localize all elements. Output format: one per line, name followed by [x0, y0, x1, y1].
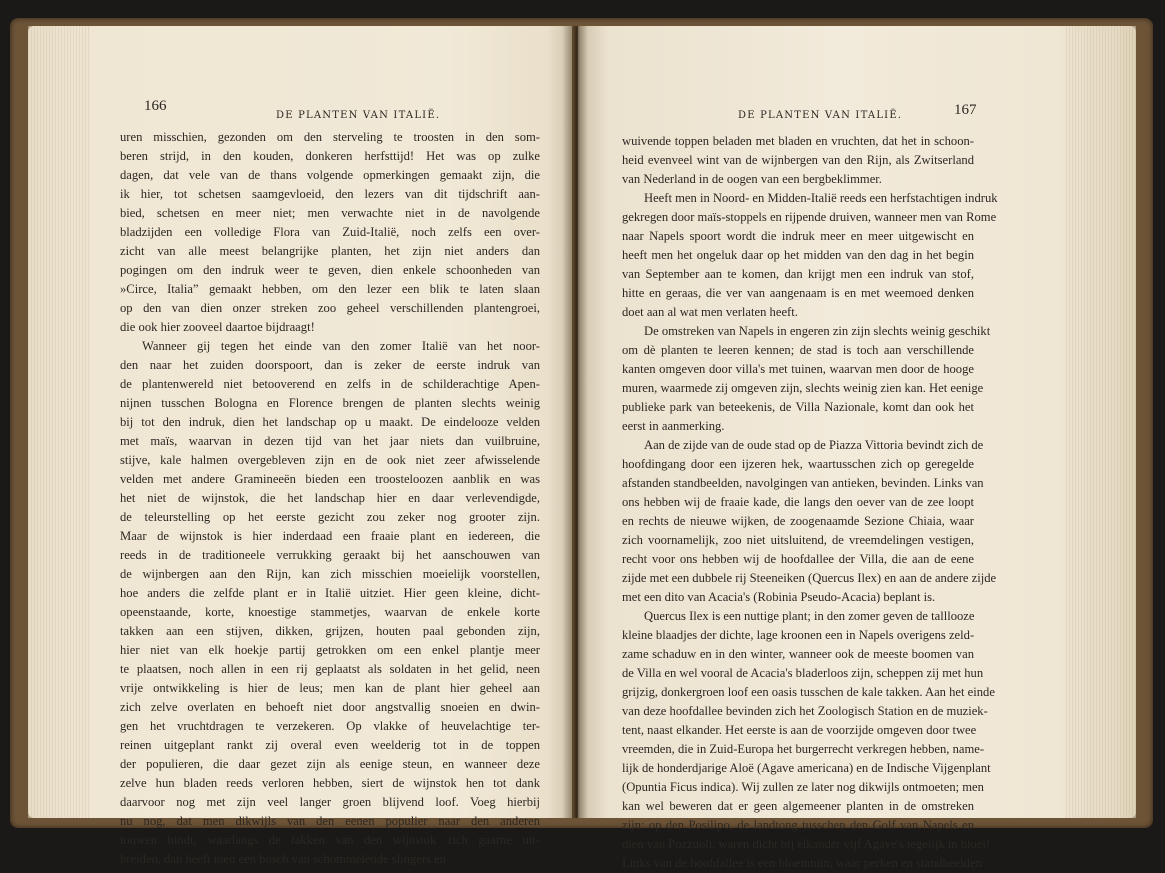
text-line: hoe anders die zelfde plant er in Italië uitziet. Hier geen kleine, dicht-: [120, 586, 540, 600]
text-line: vreemden, die in Zuid-Europa het burgerrecht verkregen hebben, name-: [622, 742, 985, 756]
text-line: Quercus Ilex is een nuttige plant; in den zomer geven de talllooze: [644, 609, 975, 623]
text-line: zelve hun bladen reeds verloren hebben, siert de wijnstok hen tot dank: [120, 776, 540, 790]
text-line: te plaatsen, noch allen in een rij geplaatst als soldaten in het gelid, neen: [120, 662, 540, 676]
text-line: bladzijden een volledige Flora van Zuid-Italië, noch zelfs een over-: [120, 225, 540, 239]
text-line: hoofdingang door een ijzeren hek, waartusschen zich op geregelde: [622, 457, 974, 471]
text-line: de plantenwereld niet betooverend en zelfs in de schilderachtige Apen-: [120, 377, 540, 391]
text-line: heid evenveel wint van de wijnbergen van den Rijn, als Zwitserland: [622, 153, 974, 167]
text-line: afstanden standbeelden, navolgingen van antieken, bevinden. Links van: [622, 476, 984, 490]
text-line: naar Napels spoort wordt die indruk meer en meer uitgewischt en: [622, 229, 974, 243]
text-line: beren strijd, in den kouden, donkeren herfsttijd! Het was op zulke: [120, 149, 540, 163]
text-line: den naar het zuiden doorspoort, dan is zeker de eerste indruk van: [120, 358, 540, 372]
text-line: ik hier, tot schetsen saamgevloeid, den lezers van dit tijdschrift aan-: [120, 187, 540, 201]
text-line: zijn: op den Posilipo, de landtong tusschen den Golf van Napels en: [622, 818, 974, 832]
text-line: daarvoor nog met zijn veel langer groen blijvend loof. Voeg hierbij: [120, 795, 540, 809]
text-line: zich voornamelijk, zoo niet uitsluitend, de vreemdelingen vestigen,: [622, 533, 974, 547]
text-line: bied, schetsen en meer niet; men verwachte niet in de navolgende: [120, 206, 540, 220]
text-line: Aan de zijde van de oude stad op de Piazza Vittoria bevindt zich de: [644, 438, 984, 452]
text-line: gen het vruchtdragen te verzekeren. Op vlakke of heuvelachtige ter-: [120, 719, 540, 733]
text-line: takken aan een stijven, dikken, grijzen, houten paal gebonden zijn,: [120, 624, 540, 638]
text-line: zijde met een dubbele rij Steeneiken (Quercus Ilex) en aan de andere zijde: [622, 571, 997, 585]
text-line: die ook hier zooveel daartoe bijdraagt!: [120, 320, 315, 334]
text-line: recht voor ons hebben wij de hoofdallee der Villa, die aan de eene: [622, 552, 974, 566]
text-line: hitte en geraas, die ver van aangenaam is en met weemoed denken: [622, 286, 974, 300]
text-line: touwen bindt, waarlangs de takken van den wijnstok zich gaarne uit-: [120, 833, 540, 847]
left-body-text: [120, 128, 540, 869]
text-line: pogingen om den indruk weer te geven, dien enkele schoonheden van: [120, 263, 540, 277]
text-line: grijzig, donkergroen loof een oasis tusschen de kale takken. Aan het einde: [622, 685, 995, 699]
text-line: opeenstaande, korte, knoestige stammetjes, waarvan de enkele korte: [120, 605, 540, 619]
text-line: tent, naast elkander. Het eerste is aan de voorzijde omgeven door twee: [622, 723, 977, 737]
text-line: Wanneer gij tegen het einde van den zomer Italië van het noor-: [142, 339, 540, 353]
text-line: reeds in de traditioneele verrukking geraakt bij het aanschouwen van: [120, 548, 540, 562]
text-line: »Circe, Italia” gemaakt hebben, om den lezer een blik te laten slaan: [120, 282, 540, 296]
text-line: publieke park van beteekenis, de Villa Nazionale, komt dan ook het: [622, 400, 974, 414]
text-line: Links van de hoofdallee is een bloemtuin, waar perken en standbeelden: [622, 856, 982, 870]
text-line: kanten omgeven door villa's met tuinen, waarvan men door de hooge: [622, 362, 974, 376]
text-line: dien van Pozzuoli, waren dicht bij elkander vijf Agave's tegelijk in bloei!: [622, 837, 991, 851]
text-line: van September aan te komen, dan krijgt men een indruk van stof,: [622, 267, 974, 281]
text-line: vrije ontwikkeling is hier de leus; men kan de plant hier geheel aan: [120, 681, 540, 695]
text-line: om dè planten te leeren kennen; de stad is toch aan verschillende: [622, 343, 974, 357]
right-body-text: [622, 132, 998, 873]
text-line: ons hebben wij de fraaie kade, die langs den oever van de zee loopt: [622, 495, 974, 509]
text-line: van Nederland in de oogen van een bergbeklimmer.: [622, 172, 882, 186]
text-line: de wijnbergen aan den Rijn, kan zich misschien moeielijk voorstellen,: [120, 567, 540, 581]
text-line: van deze hoofdallee bevinden zich het Zoologisch Station en de muziek-: [622, 704, 988, 718]
left-page-edge: [28, 26, 90, 818]
text-line: breiden, dan heeft men een bosch van schommelende slingers en: [120, 852, 446, 866]
text-line: kleine blaadjes der dichte, lage kroonen een in Napels overigens zeld-: [622, 628, 975, 642]
text-line: nijnen tusschen Bologna en Florence brengen de planten slechts weinig: [120, 396, 540, 410]
text-line: kan wel beweren dat er geen algemeener planten in de omstreken: [622, 799, 974, 813]
text-line: heeft men het ongeluk daar op het midden van den dag in het begin: [622, 248, 974, 262]
text-line: reinen uitgeplant rankt zij overal even weelderig tot in de toppen: [120, 738, 540, 752]
text-line: het niet de wijnstok, die het landschap hier en daar verlevendigde,: [120, 491, 540, 505]
text-line: (Opuntia Ficus indica). Wij zullen ze later nog dikwijls ontmoeten; men: [622, 780, 984, 794]
text-line: muren, waarmede zij omgeven zijn, slechts weinig zien kan. Het eenige: [622, 381, 984, 395]
text-line: eerst in aanmerking.: [622, 419, 725, 433]
right-page: [578, 26, 1136, 870]
text-line: stijve, kale halmen overgebleven zijn en de ook niet zeer afwisselende: [120, 453, 540, 467]
text-line: doet aan al wat men verlaten heeft.: [622, 305, 798, 319]
text-line: der populieren, die daar gezet zijn als eenige steun, en wanneer deze: [120, 757, 540, 771]
text-line: de teleurstelling op het eerste gezicht zou zeker nog grooter zijn.: [120, 510, 540, 524]
text-line: op den van dien onzer streken zoo geheel verschillenden plantengroei,: [120, 301, 540, 315]
text-line: velden met andere Gramineeën bieden een troosteloozen aanblik en was: [120, 472, 540, 486]
text-line: zicht van alle meest belangrijke planten, het zijn niet anders dan: [120, 244, 540, 258]
text-line: Heeft men in Noord- en Midden-Italië reeds een herfstachtigen indruk: [644, 191, 998, 205]
text-line: zame schaduw en in den winter, wanneer ook de meeste boomen van: [622, 647, 974, 661]
text-line: gekregen door maïs-stoppels en rijpende druiven, wanneer men van Rome: [622, 210, 997, 224]
text-line: de Villa en wel vooral de Acacia's bladerloos zijn, scheppen zij met hun: [622, 666, 984, 680]
text-line: bij tot den indruk, dien het landschap op u maakt. De eindelooze velden: [120, 415, 540, 429]
text-line: met een dito van Acacia's (Robinia Pseudo-Acacia) beplant is.: [622, 590, 936, 604]
right-page-edge: [1066, 26, 1136, 818]
text-line: Maar de wijnstok is hier inderdaad een fraaie plant en iedereen, die: [120, 529, 540, 543]
text-line: wuivende toppen beladen met bladen en vruchten, dat het in schoon-: [622, 134, 974, 148]
text-line: nu nog, dat men dikwijls van den eenen populier naar den anderen: [120, 814, 540, 828]
text-line: hier niet van elk hoekje partij getrokken om een enkel plantje meer: [120, 643, 540, 657]
left-page-number: 166: [144, 98, 167, 114]
text-line: met maïs, waarvan in dezen tijd van het jaar niets dan vuilbruine,: [120, 434, 540, 448]
left-page: [28, 26, 572, 866]
right-running-header: DE PLANTEN VAN ITALIË.: [738, 110, 903, 121]
text-line: lijk de honderdjarige Aloë (Agave americana) en de Indische Vijgenplant: [622, 761, 991, 775]
book-gutter: [562, 26, 588, 818]
text-line: en rechts de nieuwe wijken, de zoogenaamde Sezione Chiaia, waar: [622, 514, 974, 528]
text-line: De omstreken van Napels in engeren zin zijn slechts weinig geschikt: [644, 324, 991, 338]
text-line: zich zelve overlaten en behoeft niet door angstvallig snoeien en dwin-: [120, 700, 540, 714]
right-page-number: 167: [954, 102, 977, 118]
text-line: dagen, dat vele van de thans volgende opmerkingen gemaakt zijn, die: [120, 168, 540, 182]
text-line: uren misschien, gezonden om den sterveling te troosten in den som-: [120, 130, 540, 144]
left-running-header: DE PLANTEN VAN ITALIË.: [276, 110, 441, 121]
